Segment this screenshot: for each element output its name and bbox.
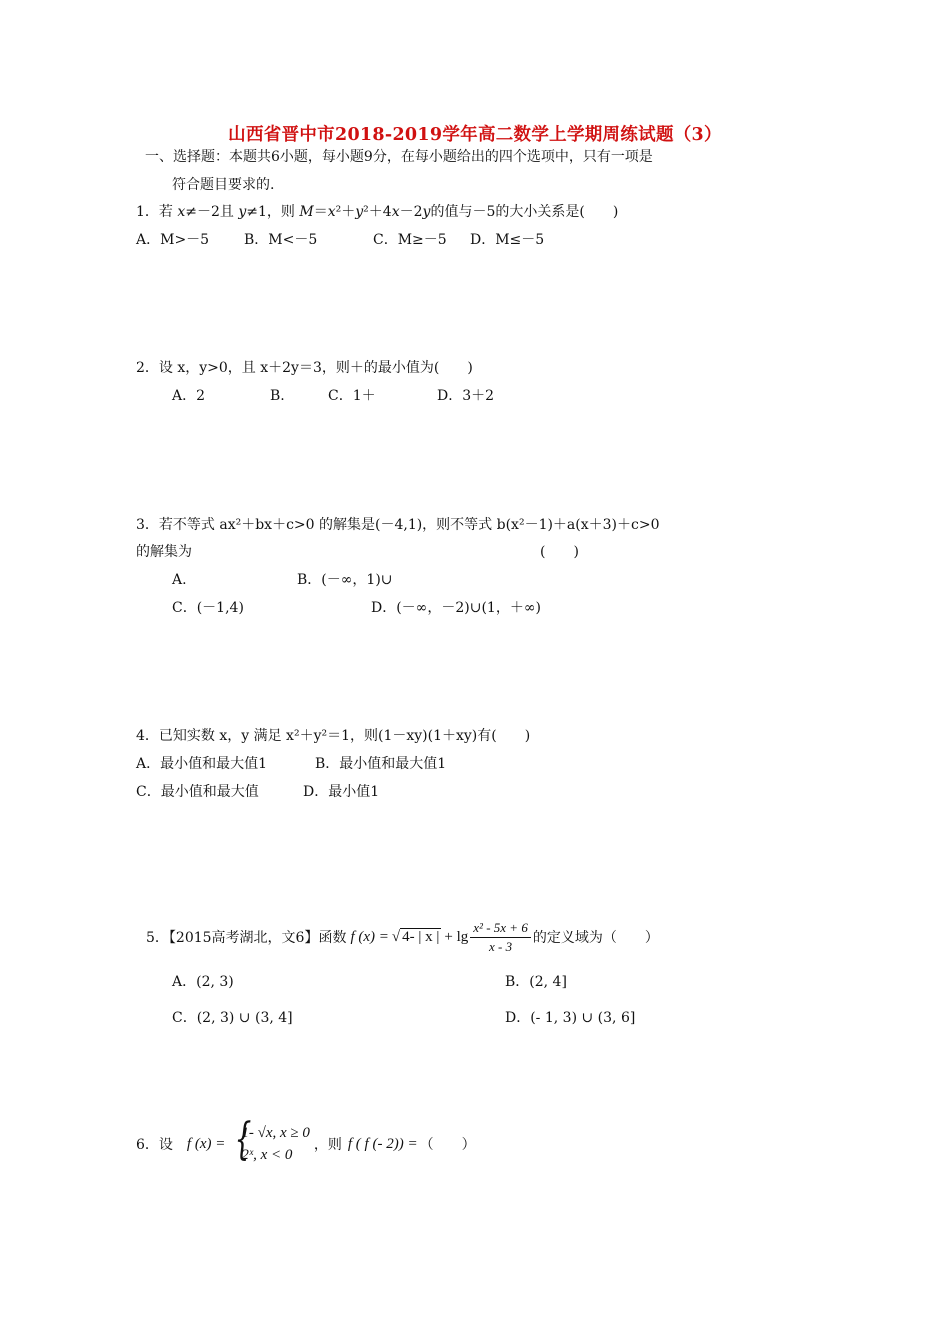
section-heading-cont: 符合题目要求的.	[172, 177, 275, 193]
q6-case-2: 2ˣ, x < 0	[241, 1147, 293, 1163]
q4-option-b: B．最小值和最大值1	[315, 756, 447, 772]
q2-stem: 2．设 x，y>0，且 x＋2y＝3，则＋的最小值为( )	[136, 360, 473, 376]
q3-option-a: A.	[172, 572, 187, 588]
q3-option-b: B．(－∞，1)∪	[297, 572, 393, 588]
q5-radical: √ 4- | x |	[391, 928, 440, 945]
q1-var: M	[299, 204, 314, 220]
q2-option-c: C．1＋	[328, 388, 376, 404]
q1-text: 的值与－5的大小关系是( )	[430, 204, 619, 220]
q5-fraction-numerator: x² - 5x + 6	[470, 920, 531, 938]
q6-expression: f ( f (- 2)) =	[347, 1135, 418, 1152]
q2-option-a: A．2	[172, 388, 206, 404]
q3-option-d: D．(－∞，－2)∪(1，＋∞)	[371, 600, 541, 616]
q5-option-d: D．(- 1, 3) ∪ (3, 6]	[505, 1010, 636, 1026]
q1-var: y	[238, 204, 247, 220]
q4-option-d: D．最小值1	[303, 784, 380, 800]
q5-fraction-denominator: x - 3	[489, 938, 513, 954]
q1-text: －2	[399, 204, 423, 220]
q3-stem-cont: 的解集为	[136, 544, 192, 560]
q1-text: 1．若	[136, 204, 178, 220]
q3-answer-paren: ( )	[540, 544, 579, 560]
q6-stem	[136, 1114, 476, 1171]
q6-brace-icon: {	[234, 1114, 252, 1165]
q2-option-d: D．3＋2	[437, 388, 495, 404]
q3-stem: 3．若不等式 ax²＋bx＋c>0 的解集是(－4,1)，则不等式 b(x²－1)＋a(x＋3)＋c>0	[136, 517, 660, 533]
q1-var: y	[422, 204, 431, 220]
q6-prefix: 6．设	[136, 1137, 173, 1153]
q6-function: f (x) =	[186, 1135, 226, 1152]
q4-option-a: A．最小值和最大值1	[136, 756, 268, 772]
page-title: 山西省晋中市2018-2019学年高二数学上学期周练试题（3）	[228, 125, 722, 145]
q1-var: x	[177, 204, 186, 220]
q5-prefix: 5．【2015高考湖北，文6】函数	[146, 930, 347, 946]
q5-function: f (x) =	[350, 928, 389, 945]
q1-option-c: C．M≥－5	[373, 232, 447, 248]
q1-text: ≠－2且	[185, 204, 239, 220]
q5-stem	[146, 914, 659, 960]
q1-var: x	[327, 204, 336, 220]
q1-text: ²＋	[335, 204, 356, 220]
q5-fraction	[470, 920, 531, 955]
q1-var: x	[391, 204, 400, 220]
q6-mid: ，则	[313, 1137, 342, 1153]
q1-stem	[136, 203, 618, 221]
q1-text: ≠1，则	[246, 204, 300, 220]
q1-var: y	[355, 204, 364, 220]
q1-text: ²＋4	[363, 204, 392, 220]
q4-stem: 4．已知实数 x，y 满足 x²＋y²＝1，则(1－xy)(1＋xy)有( )	[136, 728, 531, 744]
q5-option-a: A．(2, 3)	[172, 974, 234, 990]
q5-suffix: 的定义域为（ ）	[532, 930, 659, 946]
q1-text: ＝	[313, 204, 328, 220]
q6-piecewise	[229, 1114, 310, 1166]
q1-option-a: A．M>－5	[136, 232, 210, 248]
q6-case-1: 1- √x, x ≥ 0	[241, 1125, 310, 1141]
q2-option-b: B.	[270, 388, 285, 404]
q3-option-c: C．(－1,4)	[172, 600, 244, 616]
q5-option-c: C．(2, 3) ∪ (3, 4]	[172, 1010, 293, 1026]
q4-option-c: C．最小值和最大值	[136, 784, 259, 800]
q1-option-d: D．M≤－5	[470, 232, 545, 248]
section-heading: 一、选择题：本题共6小题，每小题9分，在每小题给出的四个选项中，只有一项是	[145, 149, 653, 165]
q1-option-b: B．M<－5	[244, 232, 318, 248]
q5-option-b: B．(2, 4]	[505, 974, 567, 990]
q5-radicand: 4- | x |	[402, 928, 440, 945]
q5-lg: + lg	[444, 928, 469, 945]
q6-answer-paren: （ ）	[419, 1137, 476, 1153]
